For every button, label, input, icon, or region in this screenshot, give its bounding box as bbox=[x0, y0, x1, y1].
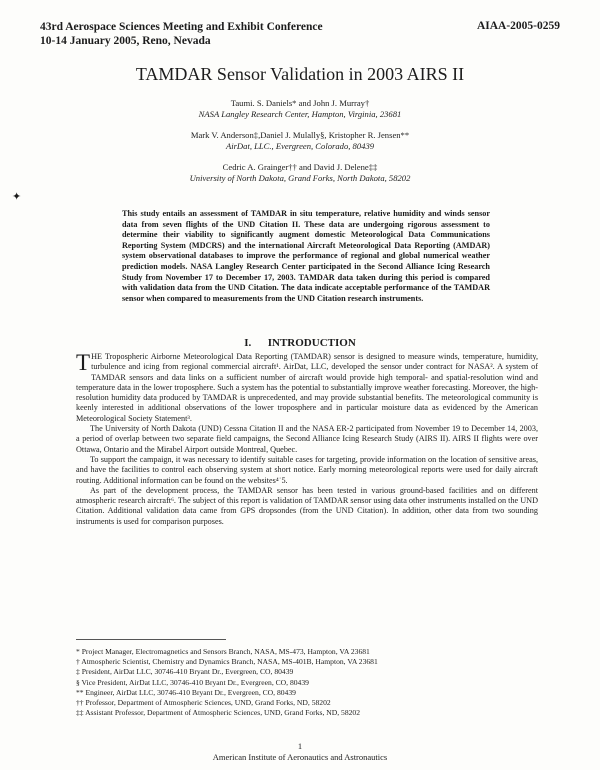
section-heading bbox=[0, 337, 600, 349]
author-block-3 bbox=[0, 162, 600, 184]
author-affiliation: NASA Langley Research Center, Hampton, Virginia, 23681 bbox=[198, 109, 402, 119]
paragraph bbox=[76, 352, 538, 424]
paper-title: TAMDAR Sensor Validation in 2003 AIRS II bbox=[135, 64, 465, 84]
section-title: INTRODUCTION bbox=[267, 337, 356, 349]
author-names: Mark V. Anderson‡,Daniel J. Mulally§, Kristopher R. Jensen** bbox=[190, 130, 410, 140]
author-names: Taumi. S. Daniels* and John J. Murray† bbox=[230, 98, 370, 108]
paragraph-text: HE Tropospheric Airborne Meteorological Data Reporting (TAMDAR) sensor is designed to measure winds, temperature, humidity, turbulence and icing from regional commercial aircraft¹. AirDat, LLC, developed the sensor under contract for NASA². A system of TAMDAR sensors and data links on a sufficient number of aircraft would provide high temporal- and spatial-resolution wind and temperature data in the lower troposphere. Such a system has the potential to substantially improve weather forecasting. Moreover, the high-resolution humidity data produced by TAMDAR is unprecedented, and may provide substantial benefits. The meteorological community is keenly interested in additional observations of the lower troposphere and in particular moisture data as evidenced by the American Meteorological Society Statement³. bbox=[76, 352, 538, 423]
footnote: § Vice President, AirDat LLC, 30746-410 Bryant Dr., Evergreen, CO, 80439 bbox=[76, 677, 309, 687]
author-block-1 bbox=[0, 98, 600, 120]
paper-id: AIAA-2005-0259 bbox=[476, 20, 560, 32]
publisher-footer: American Institute of Aeronautics and Astronautics bbox=[212, 752, 388, 762]
footnote: * Project Manager, Electromagnetics and Sensors Branch, NASA, MS-473, Hampton, VA 23681 bbox=[76, 647, 370, 656]
conference-header bbox=[40, 20, 323, 48]
abstract: This study entails an assessment of TAMDAR in situ temperature, relative humidity and winds sensor data from seven flights of the UND Citation II. These data are undergoing rigorous assessment to determine their viability to significantly augment domestic Meteorological Data Communications Reporting System (MDCRS) and the international Aircraft Meteorological Data Reporting (AMDAR) system observational databases to improve the performance of regional and global numerical weather prediction models. NASA Langley Research Center participated in the Second Alliance Icing Research Study from November 17 to December 17, 2003. TAMDAR data taken during this period is compared with validation data from the UND Citation. The data indicate acceptable performance of the TAMDAR sensor when compared to measurements from the UND Citation research instruments. bbox=[122, 209, 490, 303]
scan-speck-mark: ✦ bbox=[12, 191, 22, 203]
conference-dates: 10-14 January 2005, Reno, Nevada bbox=[40, 35, 211, 47]
footnote: ‡ President, AirDat LLC, 30746-410 Bryant Dr., Evergreen, CO, 80439 bbox=[76, 667, 294, 677]
paragraph: As part of the development process, the TAMDAR sensor has been tested in various ground-based facilities and on different atmospheric research aircraft⁶. The subject of this report is validation of TAMDAR sensor using data other instruments installed on the UND Citation. Additional validation data came from GPS dropsondes (from the UND Citation). In addition, other data from two sounding instruments is used for comparison purposes. bbox=[76, 485, 538, 526]
footnote: †† Professor, Department of Atmospheric Sciences, UND, Grand Forks, ND, 58202 bbox=[76, 698, 331, 708]
footnote: † Atmospheric Scientist, Chemistry and Dynamics Branch, NASA, MS-401B, Hampton, VA 23681 bbox=[76, 657, 378, 667]
author-affiliation: University of North Dakota, Grand Forks, North Dakota, 58202 bbox=[189, 173, 411, 183]
section-number: I. bbox=[244, 337, 252, 349]
author-block-2 bbox=[0, 130, 600, 152]
author-affiliation: AirDat, LLC., Evergreen, Colorado, 80439 bbox=[225, 141, 375, 151]
page-number: 1 bbox=[297, 741, 303, 751]
paragraph: The University of North Dakota (UND) Cessna Citation II and the NASA ER-2 participated from November 19 to December 14, 2003, a period of overlap between two separate field campaigns, the Second Alliance Icing Research Study (AIRS II). AIRS II flights were over Ottawa, Ontario and the Mirabel Airport outside Montreal, Quebec. bbox=[76, 424, 538, 454]
drop-cap: T bbox=[76, 350, 91, 375]
author-names: Cedric A. Grainger†† and David J. Delene‡‡ bbox=[222, 162, 378, 172]
footnotes bbox=[76, 647, 546, 718]
footnote-divider bbox=[76, 639, 226, 640]
paragraph: To support the campaign, it was necessary to identify suitable cases for targeting, provide information on the location of sensitive areas, and have the facilities to control each observing system at short notice. Early morning meteorological reports were used for daily aircraft routing. Additional information can be found on the websites⁴˙5. bbox=[76, 454, 538, 485]
conference-name: 43rd Aerospace Sciences Meeting and Exhibit Conference bbox=[40, 21, 323, 33]
footnote: ** Engineer, AirDat LLC, 30746-410 Bryant Dr., Evergreen, CO, 80439 bbox=[76, 687, 296, 697]
footnote: ‡‡ Assistant Professor, Department of Atmospheric Sciences, UND, Grand Forks, ND, 58202 bbox=[76, 708, 361, 718]
body-text bbox=[76, 352, 538, 527]
